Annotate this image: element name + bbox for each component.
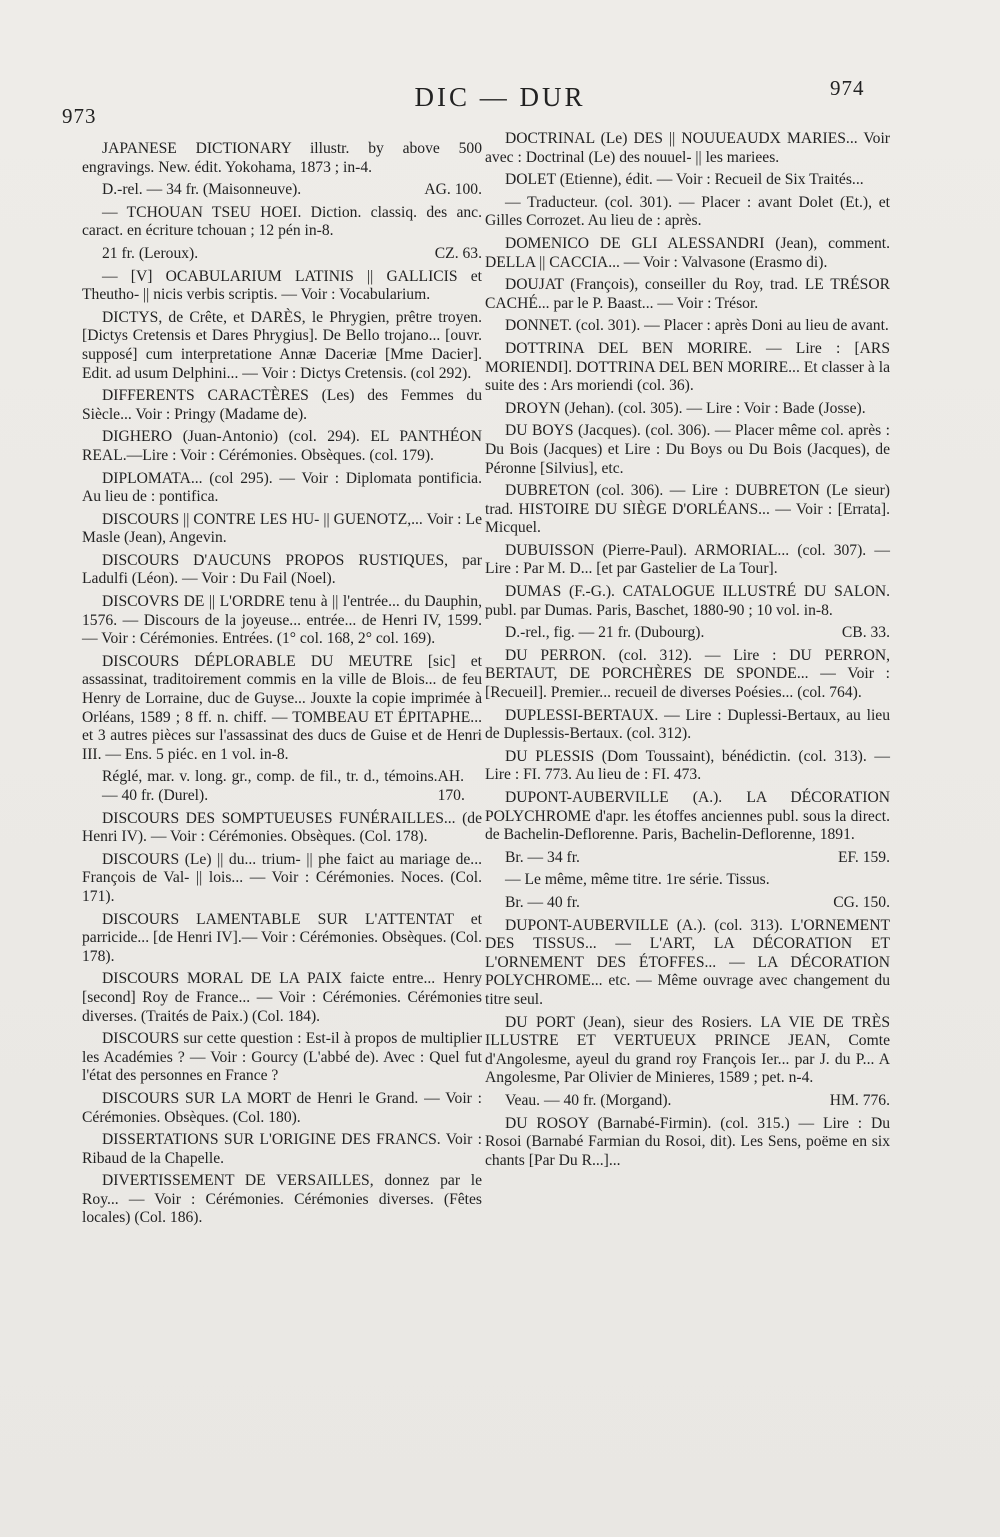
price-code: CG. 150. bbox=[833, 893, 890, 911]
catalogue-entry: JAPANESE DICTIONARY illustr. by above 500 engravings. New. édit. Yokohama, 1873 ; in-4. bbox=[82, 140, 482, 176]
catalogue-entry: DIVERTISSEMENT DE VERSAILLES, donnez par le Roy... — Voir : Cérémonies. Cérémonies diverses. (Fêtes locales) (Col. 186). bbox=[82, 1172, 482, 1227]
folio-left: 973 bbox=[62, 104, 97, 128]
catalogue-entry: DROYN (Jehan). (col. 305). — Lire : Voir : Bade (Josse). bbox=[505, 399, 866, 417]
catalogue-entry: DISCOURS DÉPLORABLE DU MEUTRE [sic] et assassinat, traditoirement commis en la ville de Blois... de feu Henry de Lorraine, duc de Guyse... Jouxte la copie imprimée à Orléans, 1589 ; 8 ff. n. chiff. — TOMBEAU ET ÉPITAPHE... et 3 autres pièces sur l'assassinat des ducs de Guise et de Henri III. — Ens. 5 piéc. en 1 vol. in-8. bbox=[82, 652, 482, 763]
catalogue-entry: DOUJAT (François), conseiller du Roy, trad. LE TRÉSOR CACHÉ... par le P. Baast... — Voir : Trésor. bbox=[485, 276, 890, 312]
price-text: D.-rel., fig. — 21 fr. (Dubourg). bbox=[505, 624, 705, 642]
price-text: D.-rel. — 34 fr. (Maisonneuve). bbox=[102, 181, 302, 199]
catalogue-entry: DUPLESSI-BERTAUX. — Lire : Duplessi-Bertaux, au lieu de Duplessis-Bertaux. (col. 312). bbox=[485, 706, 890, 743]
price-line bbox=[485, 1092, 890, 1111]
running-head: DIC — DUR bbox=[414, 82, 586, 112]
catalogue-entry: DUPONT-AUBERVILLE (A.). LA DÉCORATION POLYCHROME d'apr. les étoffes anciennes publ. sous la direct. de Bachelin-Deflorenne. Paris, Bachelin-Deflorenne, 1891. bbox=[485, 789, 890, 844]
catalogue-entry: — [V] OCABULARIUM LATINIS || GALLICIS et Theutho- || nicis verbis scriptis. — Voir : Vocabularium. bbox=[82, 267, 482, 304]
catalogue-entry: — Traducteur. (col. 301). — Placer : avant Dolet (Et.), et Gilles Corrozet. Au lieu de : après. bbox=[485, 193, 890, 230]
price-code: AG. 100. bbox=[424, 181, 482, 199]
price-code: CZ. 63. bbox=[434, 244, 482, 262]
catalogue-entry: DISCOURS MORAL DE LA PAIX faicte entre... Henry [second] Roy de France... — Voir : Cérémonies. Cérémonies diverses. (Traités de Paix.) (Col. 184). bbox=[82, 970, 482, 1025]
catalogue-entry: DONNET. (col. 301). — Placer : après Doni au lieu de avant. bbox=[505, 317, 889, 335]
catalogue-entry: DU BOYS (Jacques). (col. 306). — Placer même col. après : Du Bois (Jacques) et Lire : Du Boys ou Du Bois (Jacques), de Péronne [Silvius], etc. bbox=[485, 422, 890, 477]
price-text: Br. — 34 fr. bbox=[505, 848, 580, 866]
catalogue-entry: DISCOURS LAMENTABLE SUR L'ATTENTAT et parricide... [de Henri IV].— Voir : Cérémonies. Obsèques. (Col. 178). bbox=[82, 910, 483, 965]
catalogue-entry: DISCOURS (Le) || du... trium- || phe faict au mariage de... François de Val- || lois... — Voir : Cérémonies. Noces. (Col. 171). bbox=[82, 850, 482, 905]
price-code: EF. 159. bbox=[837, 848, 890, 866]
catalogue-entry: DOLET (Etienne), édit. — Voir : Recueil de Six Traités... bbox=[505, 171, 864, 189]
catalogue-entry: DUBRETON (col. 306). — Lire : DUBRETON (Le sieur) trad. HISTOIRE DU SIÈGE D'ORLÉANS... — Voir : [Errata]. Micquel. bbox=[485, 482, 890, 537]
price-line bbox=[82, 245, 482, 264]
price-text: Br. — 40 fr. bbox=[505, 893, 580, 911]
catalogue-entry: DOTTRINA DEL BEN MORIRE. — Lire : [ARS MORIENDI]. DOTTRINA DEL BEN MORIRE... Et classer à la suite des : Ars moriendi (col. 36). bbox=[485, 339, 890, 395]
catalogue-entry: DU PLESSIS (Dom Toussaint), bénédictin. (col. 313). — Lire : FI. 773. Au lieu de : FI. 473. bbox=[485, 747, 890, 784]
left-column bbox=[82, 140, 482, 1232]
catalogue-entry: DISCOURS sur cette question : Est-il à propos de multiplier les Académies ? — Voir : Gourcy (L'abbé de). Avec : Quel fut l'état des personnes en France ? bbox=[82, 1030, 482, 1085]
price-line bbox=[485, 849, 890, 868]
catalogue-entry: — TCHOUAN TSEU HOEI. Diction. classiq. des anc. caract. en écriture tchouan ; 12 pén in-8. bbox=[82, 203, 482, 240]
price-code: CB. 33. bbox=[841, 624, 890, 642]
price-code: AH. 170. bbox=[437, 768, 465, 804]
catalogue-entry: DU PORT (Jean), sieur des Rosiers. LA VIE DE TRÈS ILLUSTRE ET VERTUEUX PRINCE JEAN, Comte d'Angolesme, ayeul du grand roy François Ier... par J. du P... A Angolesme, Par Olivier de Minieres, 1589 ; pet. n-4. bbox=[485, 1013, 890, 1087]
price-line bbox=[485, 894, 890, 913]
catalogue-entry: DU ROSOY (Barnabé-Firmin). (col. 315.) — Lire : Du Rosoi (Barnabé Farmian du Rosoi, dit). Les Sens, poëme en six chants [Par Du R...]... bbox=[485, 1114, 890, 1169]
catalogue-entry: DIPLOMATA... (col 295). — Voir : Diplomata pontificia. Au lieu de : pontifica. bbox=[82, 469, 482, 506]
folio-right: 974 bbox=[830, 76, 865, 100]
price-line bbox=[82, 181, 482, 200]
catalogue-entry: DIFFERENTS CARACTÈRES (Les) des Femmes du Siècle... Voir : Pringy (Madame de). bbox=[82, 387, 482, 423]
catalogue-entry: DICTYS, de Crête, et DARÈS, le Phrygien, prêtre troyen. [Dictys Cretensis et Dares Phrygius]. De Bello trojano... [ouvr. supposé] cum interpretatione Annæ Daceriæ [Mme Dacier]. Edit. ad usum Delphini... — Voir : Dictys Cretensis. (col 292). bbox=[82, 308, 482, 382]
catalogue-entry: DUPONT-AUBERVILLE (A.). (col. 313). L'ORNEMENT DES TISSUS... — L'ART, LA DÉCORATION ET L'ORNEMENT DES ÉTOFFES... — LA DÉCORATION POLYCHROME... etc. — Même ouvrage avec changement du titre seul. bbox=[485, 916, 890, 1008]
catalogue-entry: DISCOURS SUR LA MORT de Henri le Grand. — Voir : Cérémonies. Obsèques. (Col. 180). bbox=[82, 1089, 482, 1126]
price-text: 21 fr. (Leroux). bbox=[102, 244, 199, 262]
catalogue-entry: — Le même, même titre. 1re série. Tissus. bbox=[505, 871, 770, 889]
catalogue-entry: DUBUISSON (Pierre-Paul). ARMORIAL... (col. 307). — Lire : Par M. D... [et par Gastelier de La Tour]. bbox=[485, 541, 890, 578]
catalogue-entry: DUMAS (F.-G.). CATALOGUE ILLUSTRÉ DU SALON. publ. par Dumas. Paris, Baschet, 1880-90 ; 10 vol. in-8. bbox=[485, 583, 890, 619]
price-line bbox=[485, 624, 890, 643]
catalogue-entry: DISCOURS D'AUCUNS PROPOS RUSTIQUES, par Ladulfi (Léon). — Voir : Du Fail (Noel). bbox=[82, 551, 482, 588]
right-column bbox=[485, 130, 890, 1174]
catalogue-entry: DISCOURS DES SOMPTUEUSES FUNÉRAILLES... (de Henri IV). — Voir : Cérémonies. Obsèques. (Col. 178). bbox=[82, 809, 482, 846]
catalogue-entry: DISCOURS || CONTRE LES HU- || GUENOTZ,... Voir : Le Masle (Jean), Angevin. bbox=[82, 510, 482, 547]
catalogue-entry: DOMENICO DE GLI ALESSANDRI (Jean), comment. DELLA || CACCIA... — Voir : Valvasone (Erasmo di). bbox=[485, 234, 890, 271]
catalogue-entry: DOCTRINAL (Le) DES || NOUUEAUDX MARIES... Voir avec : Doctrinal (Le) des nouuel- || les mariees. bbox=[485, 130, 890, 166]
catalogue-entry: DIGHERO (Juan-Antonio) (col. 294). EL PANTHÉON REAL.—Lire : Voir : Cérémonies. Obsèques. (col. 179). bbox=[82, 428, 482, 464]
price-text: Veau. — 40 fr. (Morgand). bbox=[505, 1091, 672, 1109]
catalogue-entry: DISCOVRS DE || L'ORDRE tenu à || l'entrée... du Dauphin, 1576. — Discours de la joyeuse... entrée... de Henri IV, 1599. — Voir : Cérémonies. Entrées. (1° col. 168, 2° col. 169). bbox=[82, 593, 482, 648]
price-text: Réglé, mar. v. long. gr., comp. de fil., tr. d., témoins. — 40 fr. (Durel). bbox=[102, 768, 438, 804]
price-code: HM. 776. bbox=[829, 1091, 890, 1109]
price-line bbox=[82, 768, 482, 805]
catalogue-entry: DU PERRON. (col. 312). — Lire : DU PERRON, BERTAUT, DE PORCHÈRES DE SPONDE... — Voir : [Recueil]. Premier... recueil de diverses Poésies... (col. 764). bbox=[485, 646, 890, 702]
catalogue-entry: DISSERTATIONS SUR L'ORIGINE DES FRANCS. Voir : Ribaud de la Chapelle. bbox=[82, 1131, 482, 1167]
